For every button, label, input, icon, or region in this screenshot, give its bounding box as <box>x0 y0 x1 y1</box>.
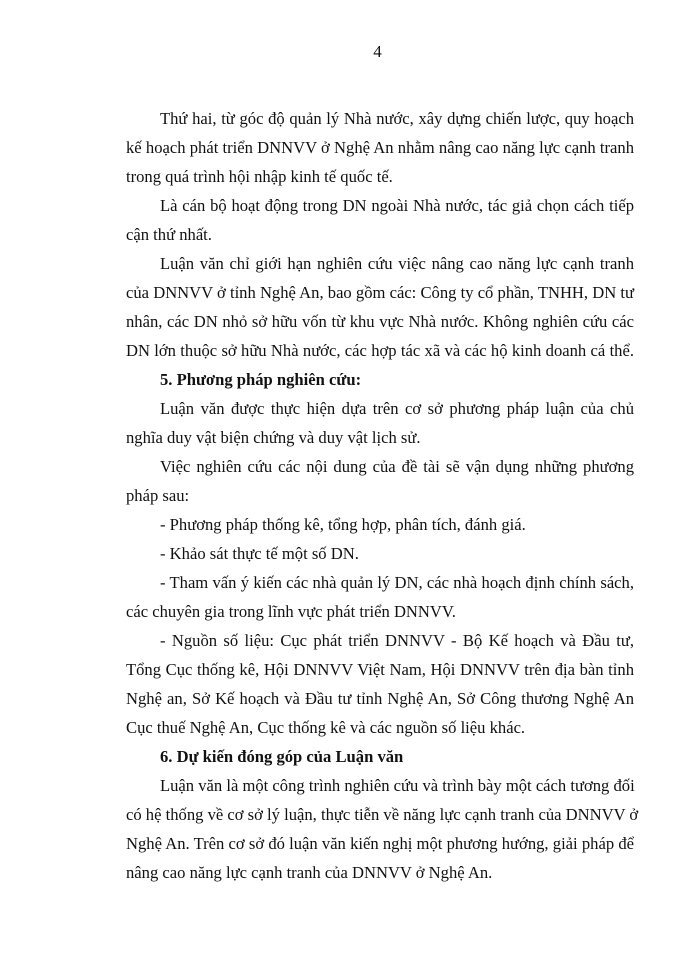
list-item: - Tham vấn ý kiến các nhà quản lý DN, các nhà hoạch định chính sách, <box>160 573 634 592</box>
paragraph-line: có hệ thống về cơ sở lý luận, thực tiễn về năng lực cạnh tranh của DNNVV ở <box>126 805 639 824</box>
section-heading: 6. Dự kiến đóng góp của Luận văn <box>160 747 404 766</box>
paragraph-line: nghĩa duy vật biện chứng và duy vật lịch sử. <box>126 428 421 447</box>
paragraph-line: nhân, các DN nhỏ sở hữu vốn từ khu vực Nhà nước. Không nghiên cứu các <box>126 312 634 331</box>
paragraph-line: Nghệ an, Sở Kế hoạch và Đầu tư tỉnh Nghệ An, Sở Công thương Nghệ An <box>126 689 634 708</box>
paragraph-line: của DNNVV ở tỉnh Nghệ An, bao gồm các: Công ty cổ phần, TNHH, DN tư <box>126 283 634 302</box>
paragraph-line: Cục thuế Nghệ An, Cục thống kê và các nguồn số liệu khác. <box>126 718 526 737</box>
list-item: - Phương pháp thống kê, tổng hợp, phân tích, đánh giá. <box>160 515 526 534</box>
paragraph-line: Là cán bộ hoạt động trong DN ngoài Nhà nước, tác giả chọn cách tiếp <box>160 196 634 215</box>
paragraph-line: Nghệ An. Trên cơ sở đó luận văn kiến nghị một phương hướng, giải pháp để <box>126 834 634 853</box>
paragraph-line: pháp sau: <box>126 486 190 505</box>
paragraph-line: Luận văn được thực hiện dựa trên cơ sở phương pháp luận của chủ <box>160 399 634 418</box>
paragraph-line: Thứ hai, từ góc độ quản lý Nhà nước, xây dựng chiến lược, quy hoạch <box>160 109 634 128</box>
paragraph-line: kế hoạch phát triển DNNVV ở Nghệ An nhằm nâng cao năng lực cạnh tranh <box>126 138 634 157</box>
paragraph-line: Luận văn là một công trình nghiên cứu và trình bày một cách tương đối <box>160 776 635 795</box>
paragraph-line: Tổng Cục thống kê, Hội DNNVV Việt Nam, Hội DNNVV trên địa bàn tỉnh <box>126 660 634 679</box>
paragraph-line: DN lớn thuộc sở hữu Nhà nước, các hợp tác xã và các hộ kinh doanh cá thể. <box>126 341 634 360</box>
paragraph-line: các chuyên gia trong lĩnh vực phát triển DNNVV. <box>126 602 456 621</box>
list-item: - Nguồn số liệu: Cục phát triển DNNVV - Bộ Kế hoạch và Đầu tư, <box>160 631 634 650</box>
list-item: - Khảo sát thực tế một số DN. <box>160 544 359 563</box>
paragraph-line: cận thứ nhất. <box>126 225 212 244</box>
paragraph-line: trong quá trình hội nhập kinh tế quốc tế. <box>126 167 393 186</box>
paragraph-line: nâng cao năng lực cạnh tranh của DNNVV ở Nghệ An. <box>126 863 493 882</box>
paragraph-line: Luận văn chỉ giới hạn nghiên cứu việc nâng cao năng lực cạnh tranh <box>160 254 634 273</box>
page-number: 4 <box>373 42 382 61</box>
paragraph-line: Việc nghiên cứu các nội dung của đề tài sẽ vận dụng những phương <box>160 457 634 476</box>
section-heading: 5. Phương pháp nghiên cứu: <box>160 370 362 389</box>
